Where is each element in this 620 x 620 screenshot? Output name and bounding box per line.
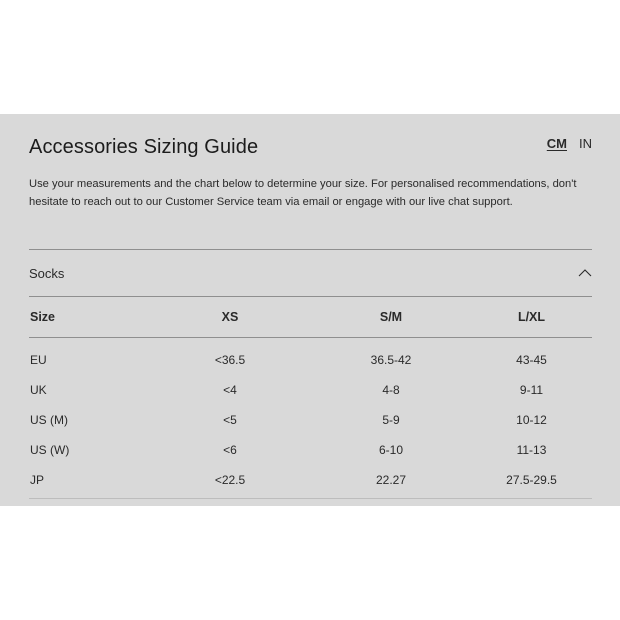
header-sm: S/M	[379, 310, 403, 324]
table-cell: US (M)	[30, 413, 68, 427]
table-cell: US (W)	[30, 443, 70, 457]
accordion-label: Socks	[29, 265, 65, 281]
table-cell: 36.5-42	[370, 353, 412, 367]
unit-cm-button[interactable]: CM	[546, 136, 567, 151]
table-cell: 6-10	[378, 443, 404, 457]
table-row	[29, 465, 592, 495]
table-cell: 4-8	[382, 383, 400, 397]
table-cell: UK	[30, 383, 47, 397]
table-cell: 43-45	[516, 353, 547, 367]
table-row	[29, 435, 592, 465]
page-title: Accessories Sizing Guide	[29, 136, 259, 158]
table-cell: 27.5-29.5	[506, 473, 557, 487]
guide-description: Use your measurements and the chart below to determine your size. For personalised recommendations, don't hesitate to reach out to our Customer Service team via email or engage with our live chat support.	[29, 178, 577, 208]
table-cell: 11-13	[516, 443, 547, 457]
table-cell: <5	[223, 413, 237, 427]
table-header-row	[29, 297, 592, 338]
header-size: Size	[30, 310, 56, 324]
socks-accordion-header[interactable]	[29, 249, 592, 297]
table-cell: <6	[223, 443, 237, 457]
table-cell: 9-11	[519, 383, 544, 397]
table-cell: 5-9	[382, 413, 400, 427]
table-cell: <36.5	[214, 353, 246, 367]
table-row	[29, 345, 592, 375]
table-cell: EU	[30, 353, 47, 367]
unit-in-button[interactable]: IN	[579, 136, 592, 151]
table-body	[29, 338, 592, 499]
chevron-up-icon[interactable]	[578, 268, 592, 278]
header-xs: XS	[221, 310, 239, 324]
size-table	[29, 297, 592, 499]
table-cell: 10-12	[516, 413, 547, 427]
header-lxl: L/XL	[517, 310, 546, 324]
table-cell: <4	[223, 383, 237, 397]
unit-toggle	[547, 136, 592, 151]
table-cell: 22.27	[375, 473, 407, 487]
table-cell: <22.5	[214, 473, 246, 487]
table-cell: JP	[30, 473, 45, 487]
table-row	[29, 405, 592, 435]
table-row	[29, 375, 592, 405]
